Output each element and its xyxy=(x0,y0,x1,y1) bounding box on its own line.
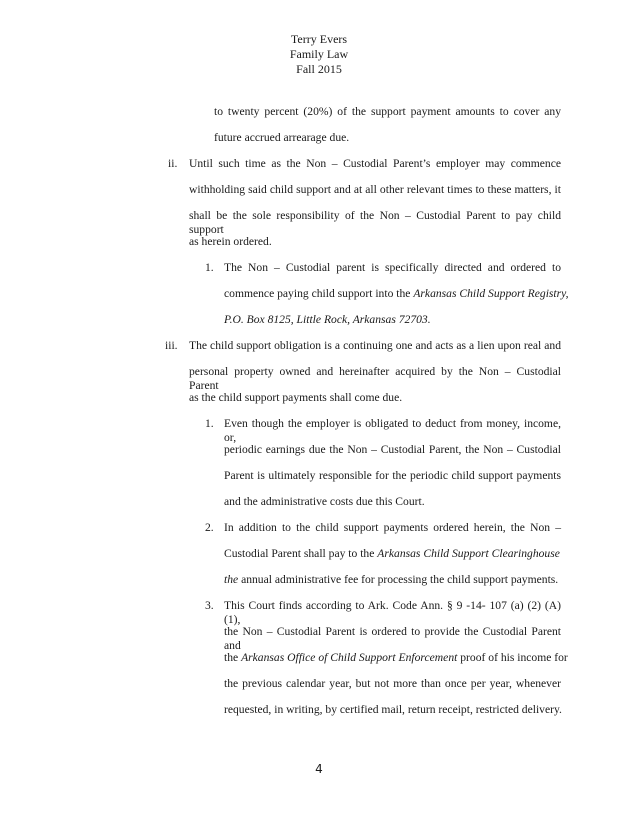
text-line: personal property owned and hereinafter acquired by the Non – Custodial Parent xyxy=(189,365,561,392)
text-segment-italic: the xyxy=(224,573,239,586)
text-line: as herein ordered. xyxy=(189,235,272,248)
text-line: In addition to the child support payments ordered herein, the Non – xyxy=(224,521,561,534)
text-line: Until such time as the Non – Custodial Parent’s employer may commence xyxy=(189,157,561,170)
page-header xyxy=(0,32,638,77)
page-number: 4 xyxy=(315,762,323,776)
text-segment: annual administrative fee for processing the child support payments. xyxy=(238,573,559,586)
text-line: shall be the sole responsibility of the Non – Custodial Parent to pay child support xyxy=(189,209,561,236)
text-line xyxy=(224,547,560,561)
text-segment: Custodial Parent shall pay to the xyxy=(224,547,378,560)
list-marker-iii-3: 3. xyxy=(205,599,214,612)
registry-name: Arkansas Child Support Registry, xyxy=(413,287,569,300)
text-line xyxy=(224,573,558,587)
text-line: to twenty percent (20%) of the support payment amounts to cover any xyxy=(214,105,561,118)
agency-name: Arkansas Office of Child Support Enforcement xyxy=(241,651,458,664)
text-line: The Non – Custodial parent is specifically directed and ordered to xyxy=(224,261,561,274)
text-line: the previous calendar year, but not more than once per year, whenever xyxy=(224,677,561,690)
header-course: Family Law xyxy=(289,47,349,61)
list-marker-iii-2: 2. xyxy=(205,521,214,534)
text-segment: proof of his income for xyxy=(457,651,568,664)
text-segment: commence paying child support into the xyxy=(224,287,414,300)
text-line: the Non – Custodial Parent is ordered to provide the Custodial Parent and xyxy=(224,625,561,652)
list-marker-ii: ii. xyxy=(168,157,178,170)
text-line: Even though the employer is obligated to deduct from money, income, or, xyxy=(224,417,561,444)
text-line: future accrued arrearage due. xyxy=(214,131,350,144)
list-marker-ii-1: 1. xyxy=(205,261,214,274)
clearinghouse-name: Arkansas Child Support Clearinghouse xyxy=(377,547,560,560)
registry-address: P.O. Box 8125, Little Rock, Arkansas 72703. xyxy=(224,313,431,326)
text-line: The child support obligation is a continuing one and acts as a lien upon real and xyxy=(189,339,561,352)
text-segment: the xyxy=(224,651,242,664)
text-line xyxy=(224,651,568,665)
header-term: Fall 2015 xyxy=(296,62,342,76)
text-line: and the administrative costs due this Court. xyxy=(224,495,425,508)
text-line: This Court finds according to Ark. Code Ann. § 9 -14- 107 (a) (2) (A) (1), xyxy=(224,599,561,626)
header-name: Terry Evers xyxy=(290,32,348,46)
text-line xyxy=(224,287,569,301)
text-line: withholding said child support and at all other relevant times to these matters, it xyxy=(189,183,561,196)
text-line: as the child support payments shall come due. xyxy=(189,391,403,404)
text-line: periodic earnings due the Non – Custodial Parent, the Non – Custodial xyxy=(224,443,561,456)
list-marker-iii-1: 1. xyxy=(205,417,214,430)
text-line: requested, in writing, by certified mail, return receipt, restricted delivery. xyxy=(224,703,562,716)
list-marker-iii: iii. xyxy=(165,339,178,352)
text-line: Parent is ultimately responsible for the periodic child support payments xyxy=(224,469,561,482)
